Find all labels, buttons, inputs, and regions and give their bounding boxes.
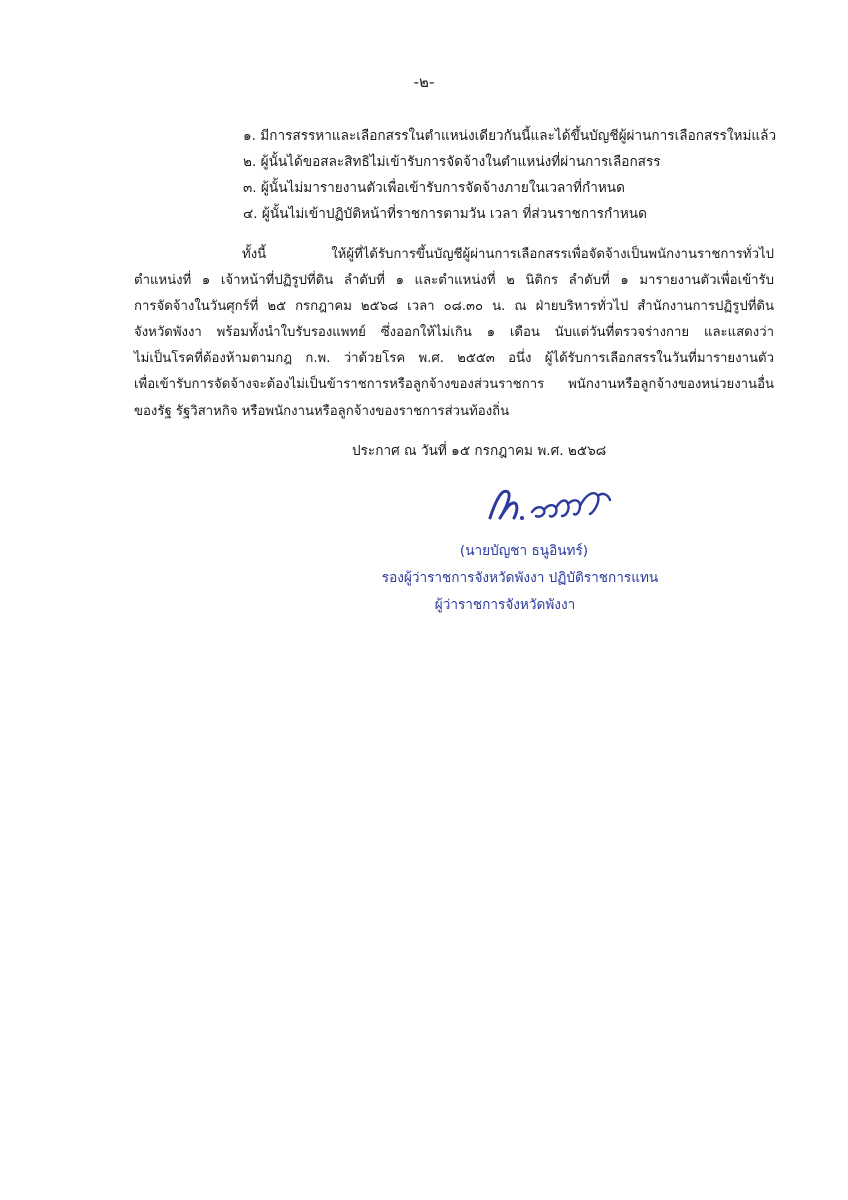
body-paragraph — [134, 242, 774, 425]
body-line: ของรัฐ รัฐวิสาหกิจ หรือพนักงานหรือลูกจ้างของราชการส่วนท้องถิ่น — [134, 403, 510, 419]
signer-title: รองผู้ว่าราชการจังหวัดพังงา ปฏิบัติราชการแทน — [381, 570, 659, 586]
conditions-list — [243, 123, 803, 227]
page-number: -๒- — [413, 73, 435, 91]
signer-title: ผู้ว่าราชการจังหวัดพังงา — [434, 597, 576, 613]
signer-block — [340, 538, 700, 619]
handwritten-signature — [482, 478, 622, 526]
body-line: ทั้งนี้ ให้ผู้ที่ได้รับการขึ้นบัญชีผู้ผ่านการเลือกสรรเพื่อจัดจ้างเป็นพนักงานราชการทั่วไป — [242, 247, 774, 262]
condition-item: ๔. ผู้นั้นไม่เข้าปฏิบัติหน้าที่ราชการตามวัน เวลา ที่ส่วนราชการกำหนด — [243, 206, 647, 222]
body-line: การจัดจ้างในวันศุกร์ที่ ๒๕ กรกฎาคม ๒๕๖๘ เวลา ๐๘.๓๐ น. ณ ฝ่ายบริหารทั่วไป สำนักงานการปฏิรูปที่ดิน — [134, 299, 774, 315]
body-line: ไม่เป็นโรคที่ต้องห้ามตามกฎ ก.พ. ว่าด้วยโรค พ.ศ. ๒๕๕๓ อนึ่ง ผู้ได้รับการเลือกสรรในวันที่มารายงานตัว — [134, 351, 774, 367]
condition-item: ๓. ผู้นั้นไม่มารายงานตัวเพื่อเข้ารับการจัดจ้างภายในเวลาที่กำหนด — [243, 180, 625, 196]
signer-name: (นายบัญชา ธนูอินทร์) — [459, 543, 589, 559]
body-line: จังหวัดพังงา พร้อมทั้งนำใบรับรองแพทย์ ซึ่งออกให้ไม่เกิน ๑ เดือน นับแต่วันที่ตรวจร่างกาย และแสดงว่า — [134, 325, 774, 341]
condition-item: ๒. ผู้นั้นได้ขอสละสิทธิไม่เข้ารับการจัดจ้างในตำแหน่งที่ผ่านการเลือกสรร — [243, 154, 661, 170]
condition-item: ๑. มีการสรรหาและเลือกสรรในตำแหน่งเดียวกันนี้และได้ขึ้นบัญชีผู้ผ่านการเลือกสรรใหม่แล้ว — [243, 128, 777, 144]
announcement-date: ประกาศ ณ วันที่ ๑๕ กรกฎาคม พ.ศ. ๒๕๖๘ — [352, 443, 607, 459]
body-line: เพื่อเข้ารับการจัดจ้างจะต้องไม่เป็นข้าราชการหรือลูกจ้างของส่วนราชการ พนักงานหรือลูกจ้างของหน่วยงานอื่น — [134, 377, 774, 393]
body-line: ตำแหน่งที่ ๑ เจ้าหน้าที่ปฏิรูปที่ดิน ลำดับที่ ๑ และตำแหน่งที่ ๒ นิติกร ลำดับที่ ๑ มารายงานตัวเพื่อเข้ารับ — [134, 273, 774, 289]
